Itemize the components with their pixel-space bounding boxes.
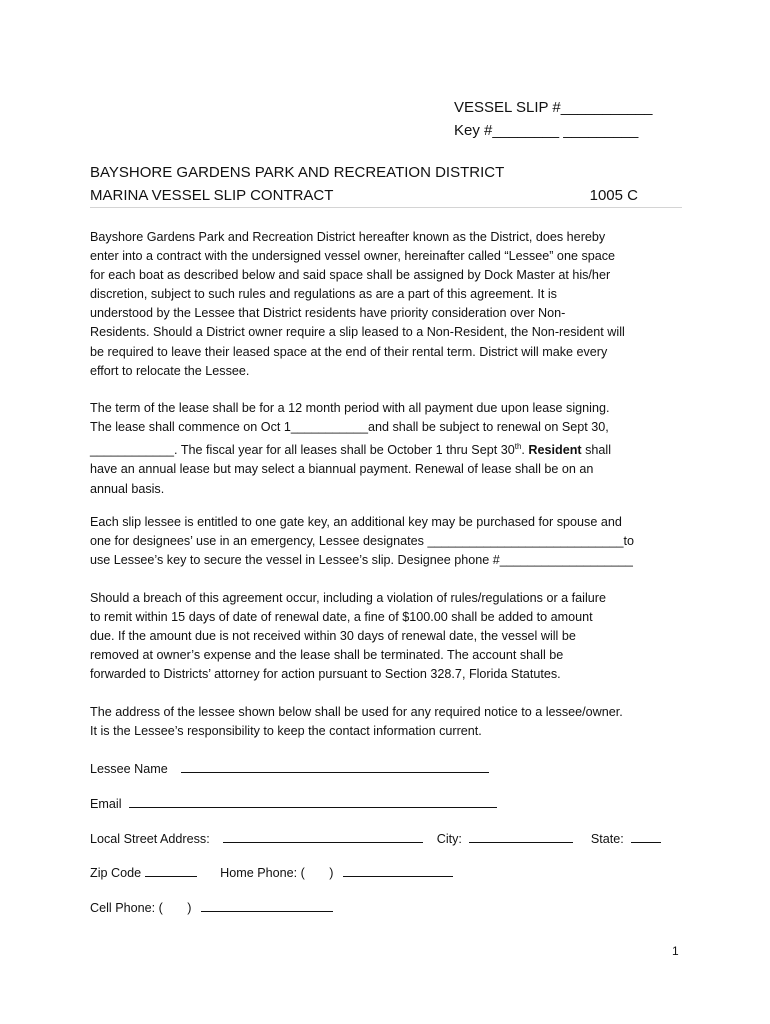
text-line: forwarded to Districts’ attorney for action pursuant to Section 328.7, Florida Statutes. <box>90 667 561 682</box>
text-line: discretion, subject to such rules and regulations as are a part of this agreement. It is <box>90 287 557 302</box>
text-line: enter into a contract with the undersigned vessel owner, hereinafter called “Lessee” one space <box>90 249 616 264</box>
heading-divider <box>90 207 682 208</box>
city-blank[interactable] <box>469 830 573 843</box>
text-line: Bayshore Gardens Park and Recreation District hereafter known as the District, does hereby <box>90 230 606 244</box>
page-number: 1 <box>672 944 679 958</box>
text-line: Should a breach of this agreement occur, including a violation of rules/regulations or a failure <box>90 591 606 605</box>
text-line: It is the Lessee’s responsibility to keep the contact information current. <box>90 724 482 739</box>
text-segment: . <box>521 443 529 458</box>
document-heading <box>90 161 682 207</box>
paragraph-agreement <box>90 228 682 381</box>
email-field <box>90 795 497 811</box>
text-line: use Lessee’s key to secure the vessel in Lessee’s slip. Designee phone #___________________ <box>90 553 633 568</box>
lessee-name-blank[interactable] <box>181 760 489 773</box>
text-segment: shall <box>581 443 611 458</box>
text-line: one for designees’ use in an emergency, Lessee designates ____________________________to <box>90 534 635 549</box>
zip-phone-row <box>90 864 453 880</box>
slip-key-block <box>454 96 653 142</box>
text-line: The lease shall commence on Oct 1___________and shall be subject to renewal on Sept 30, <box>90 420 609 435</box>
text-line: understood by the Lessee that District residents have priority consideration over Non- <box>90 306 566 321</box>
text-line: be required to leave their leased space at the end of their rental term. District will make every <box>90 344 608 359</box>
text-line: effort to relocate the Lessee. <box>90 363 250 378</box>
superscript: th <box>514 442 522 452</box>
form-code: 1005 C <box>589 187 638 204</box>
text-segment: ____________. The fiscal year for all leases shall be October 1 thru Sept 30 <box>90 443 515 458</box>
zip-blank[interactable] <box>145 864 197 877</box>
field-label: Local Street Address: <box>90 832 210 846</box>
field-label: Lessee Name <box>90 762 168 776</box>
bold-term: Resident <box>528 443 582 458</box>
text-line: Residents. Should a District owner require a slip leased to a Non-Resident, the Non-resident will <box>90 325 625 340</box>
cell-phone-row <box>90 899 333 915</box>
text-line: to remit within 15 days of date of renewal date, a fine of $100.00 shall be added to amount <box>90 610 593 625</box>
text-line: annual basis. <box>90 481 165 496</box>
text-line: The address of the lessee shown below shall be used for any required notice to a lessee/owner. <box>90 705 623 719</box>
text-line: removed at owner’s expense and the lease shall be terminated. The account shall be <box>90 648 564 663</box>
text-line: Each slip lessee is entitled to one gate key, an additional key may be purchased for spouse and <box>90 515 622 529</box>
field-label: Cell Phone: ( ) <box>90 901 192 915</box>
vessel-slip-number-line: VESSEL SLIP #___________ <box>454 99 653 116</box>
field-label: City: <box>436 832 462 846</box>
district-name: BAYSHORE GARDENS PARK AND RECREATION DISTRICT <box>90 164 505 181</box>
text-line: The term of the lease shall be for a 12 month period with all payment due upon lease signing. <box>90 401 610 415</box>
paragraph-address-notice <box>90 703 682 741</box>
text-line: due. If the amount due is not received within 30 days of renewal date, the vessel will be <box>90 629 576 644</box>
address-field-row <box>90 830 661 846</box>
street-address-blank[interactable] <box>223 830 423 843</box>
text-line <box>90 437 682 460</box>
field-label: Zip Code <box>90 866 142 880</box>
field-label: State: <box>590 832 624 846</box>
paragraph-lease-term <box>90 399 682 499</box>
contract-title: MARINA VESSEL SLIP CONTRACT <box>90 187 334 204</box>
key-number-line: Key #________ _________ <box>454 122 639 139</box>
cell-phone-blank[interactable] <box>201 899 333 912</box>
lessee-name-field <box>90 760 489 776</box>
state-blank[interactable] <box>631 830 661 843</box>
text-line: for each boat as described below and said space shall be assigned by Dock Master at his/her <box>90 268 611 283</box>
paragraph-gate-key <box>90 513 682 570</box>
field-label: Home Phone: ( ) <box>220 866 334 880</box>
home-phone-blank[interactable] <box>343 864 453 877</box>
field-label: Email <box>90 797 122 811</box>
paragraph-breach <box>90 589 682 684</box>
text-line: have an annual lease but may select a biannual payment. Renewal of lease shall be on an <box>90 462 594 477</box>
email-blank[interactable] <box>129 795 497 808</box>
